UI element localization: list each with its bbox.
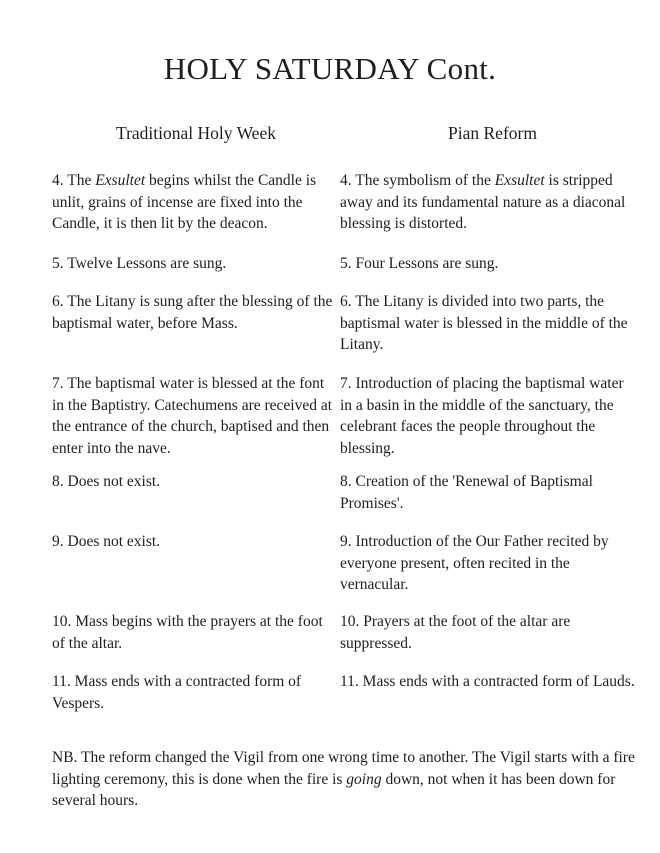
item-4-reform-text: 4. The symbolism of the — [340, 172, 495, 189]
footnote — [52, 747, 644, 812]
item-9-traditional-text: 9. Does not exist. — [52, 533, 161, 550]
item-5-traditional-text: 5. Twelve Lessons are sung. — [52, 255, 227, 272]
item-4-reform — [340, 170, 645, 235]
column-headers — [52, 121, 645, 145]
comparison-row-5 — [52, 253, 645, 275]
comparison-row-11 — [52, 671, 645, 714]
item-10-reform — [340, 611, 645, 654]
item-5-reform — [340, 253, 645, 275]
item-9-reform-text: 9. Introduction of the Our Father recited by everyone present, often recited in the vernacular. — [340, 533, 609, 593]
comparison-row-4 — [52, 170, 645, 235]
footnote-cont: down, not when it has been down for several hours. — [52, 770, 616, 809]
comparison-row-10 — [52, 611, 645, 654]
item-4-reform-italic: Exsultet — [494, 172, 545, 189]
item-4-traditional-cont: begins whilst the Candle is unlit, grains of incense are fixed into the Candle, it is then lit by the deacon. — [52, 172, 317, 232]
item-6-reform — [340, 291, 645, 356]
item-7-traditional-text: 7. The baptismal water is blessed at the font in the Baptistry. Catechumens are received at the entrance of the church, baptised and then enter into the nave. — [52, 375, 333, 457]
comparison-row-7 — [52, 373, 645, 459]
comparison-row-9 — [52, 531, 645, 596]
item-11-reform — [340, 671, 645, 714]
item-4-traditional-italic: Exsultet — [95, 172, 146, 189]
comparison-row-6 — [52, 291, 645, 356]
item-10-traditional — [52, 611, 340, 654]
item-5-traditional — [52, 253, 340, 275]
item-11-traditional-text: 11. Mass ends with a contracted form of Vespers. — [52, 673, 302, 712]
comparison-row-8 — [52, 471, 645, 514]
footnote-italic: going — [346, 770, 382, 788]
column-header-traditional: Traditional Holy Week — [116, 123, 276, 143]
item-9-traditional — [52, 531, 340, 596]
item-7-reform — [340, 373, 645, 459]
item-10-reform-text: 10. Prayers at the foot of the altar are suppressed. — [340, 613, 571, 652]
item-4-traditional-text: 4. The — [52, 172, 96, 189]
item-6-traditional-text: 6. The Litany is sung after the blessing of the baptismal water, before Mass. — [52, 293, 333, 332]
item-10-traditional-text: 10. Mass begins with the prayers at the foot of the altar. — [52, 613, 323, 652]
item-6-traditional — [52, 291, 340, 356]
item-8-reform-text: 8. Creation of the 'Renewal of Baptismal Promises'. — [340, 473, 593, 512]
item-11-reform-text: 11. Mass ends with a contracted form of Lauds. — [340, 673, 635, 690]
column-header-pian-reform: Pian Reform — [448, 123, 537, 143]
item-8-reform — [340, 471, 645, 514]
page-title: HOLY SATURDAY Cont. — [163, 51, 497, 86]
item-4-traditional — [52, 170, 340, 235]
item-8-traditional-text: 8. Does not exist. — [52, 473, 161, 490]
item-4-reform-cont: is stripped away and its fundamental nature as a diaconal blessing is distorted. — [340, 172, 626, 232]
item-7-traditional — [52, 373, 340, 459]
item-7-reform-text: 7. Introduction of placing the baptismal water in a basin in the middle of the sanctuary, the celebrant faces the people throughout the blessing. — [340, 375, 624, 457]
item-6-reform-text: 6. The Litany is divided into two parts, the baptismal water is blessed in the middle of the Litany. — [340, 293, 628, 353]
item-5-reform-text: 5. Four Lessons are sung. — [340, 255, 499, 272]
item-9-reform — [340, 531, 645, 596]
item-8-traditional — [52, 471, 340, 514]
footnote-text: NB. The reform changed the Vigil from one wrong time to another. The Vigil starts with a fire lighting ceremony, this is done when the fire is — [52, 749, 635, 788]
item-11-traditional — [52, 671, 340, 714]
